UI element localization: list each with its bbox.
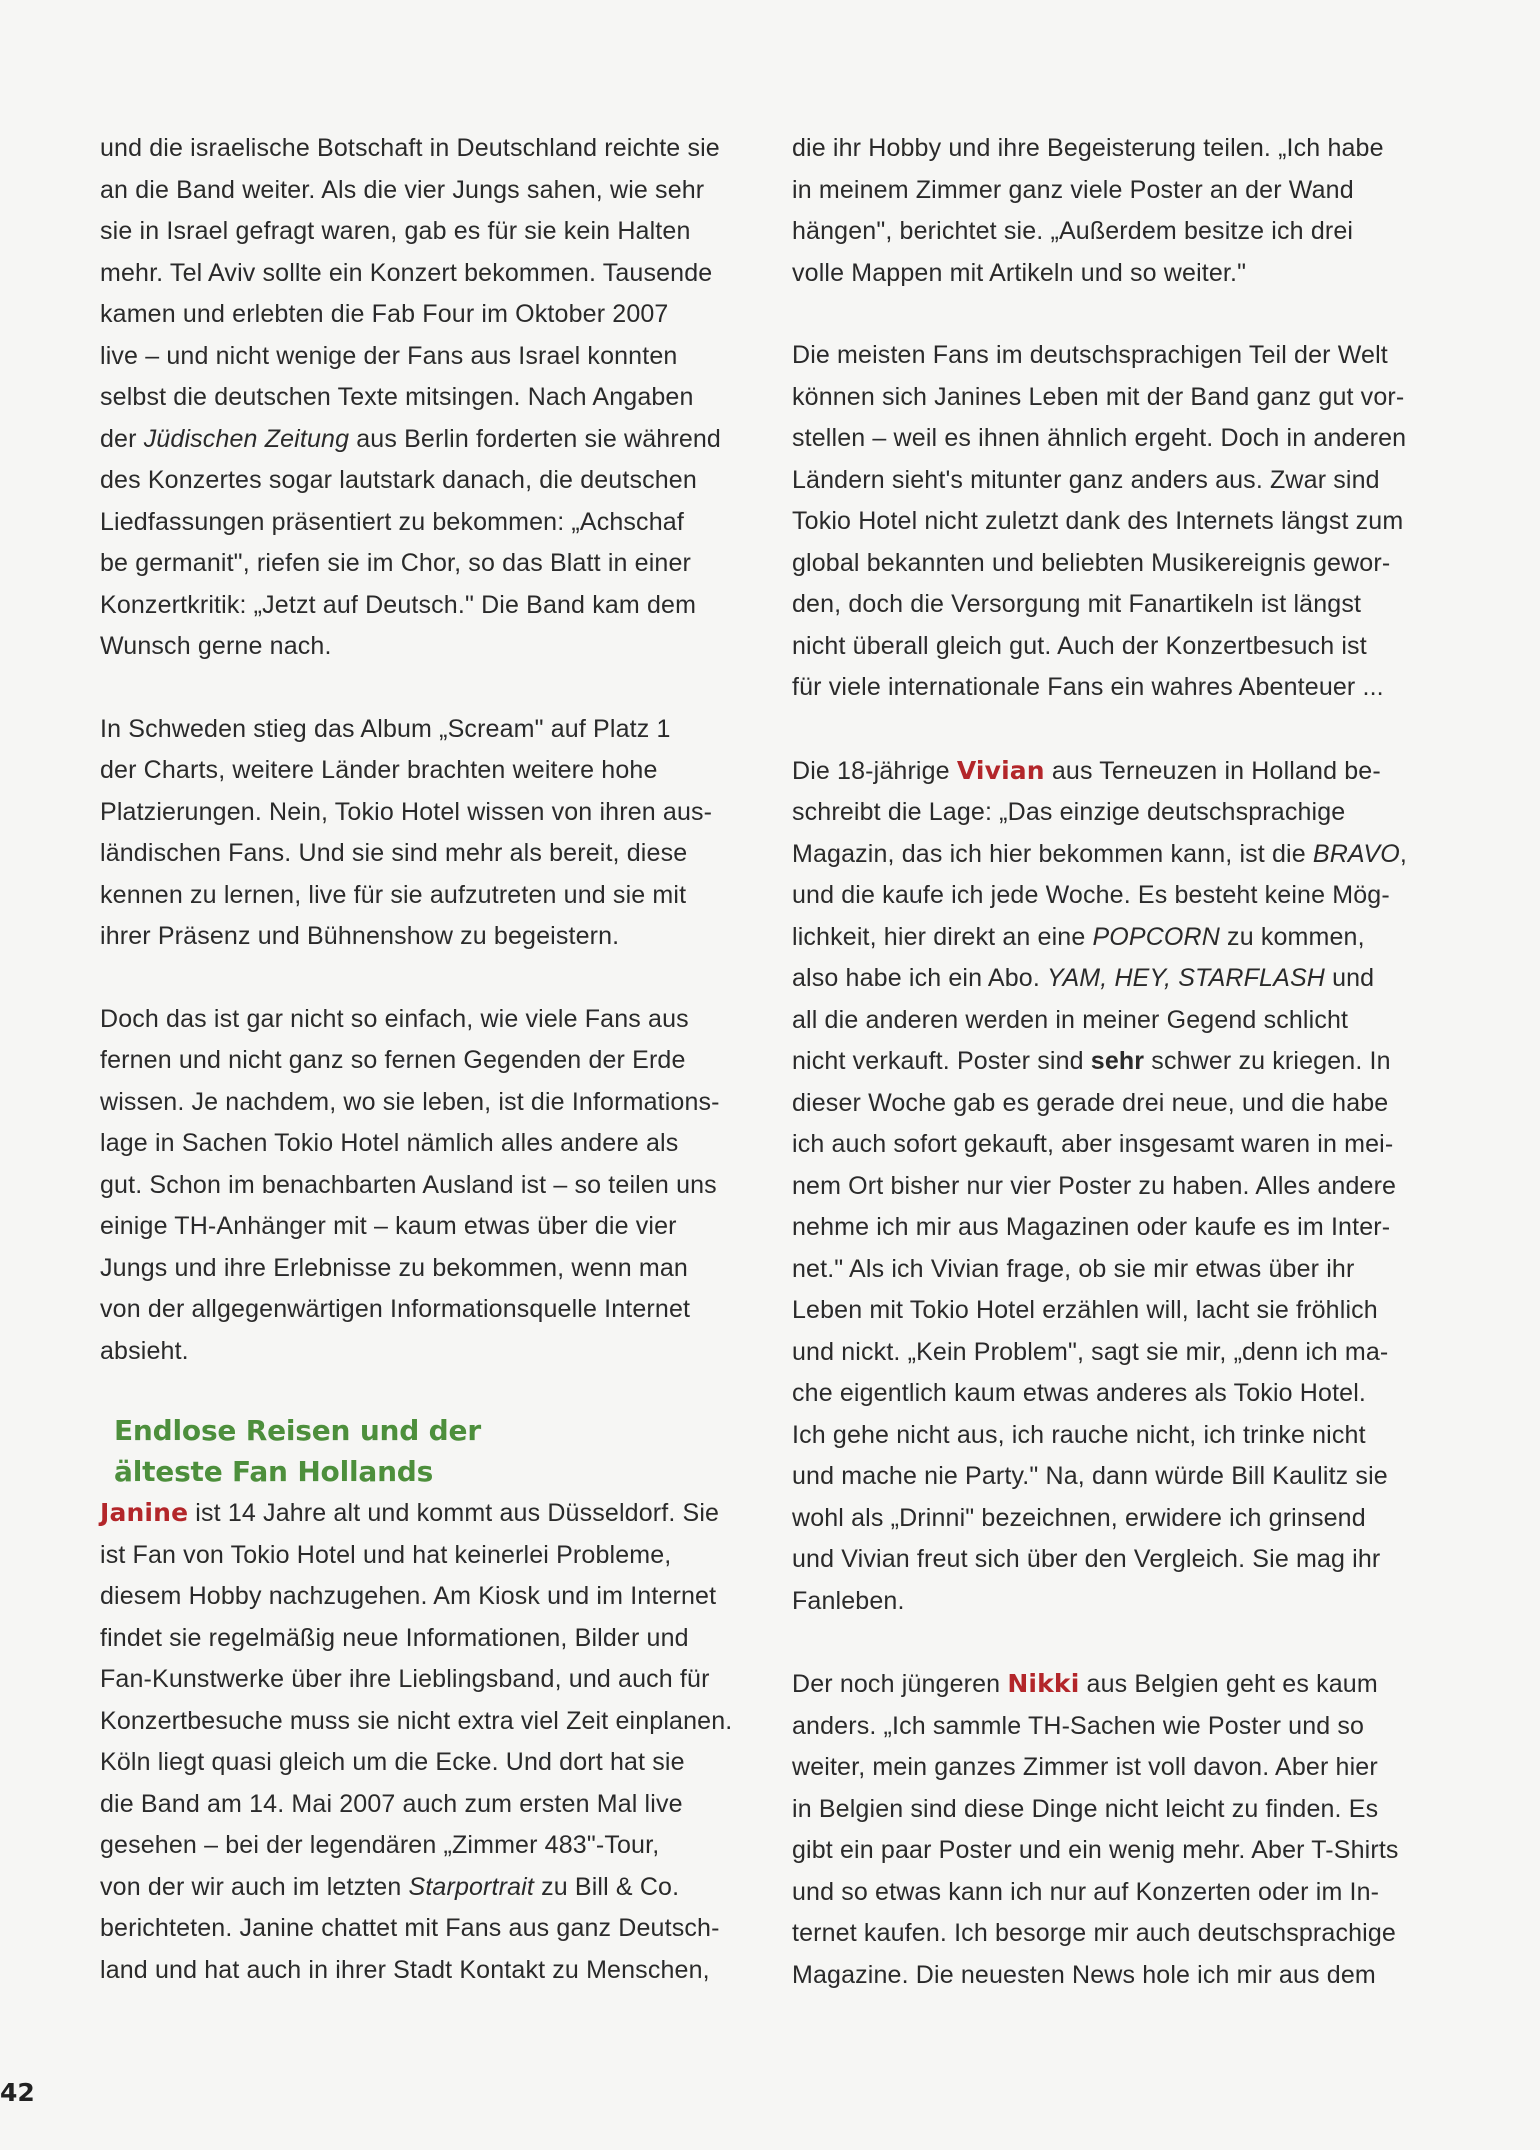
paragraph <box>100 128 760 668</box>
heading-line: älteste Fan Hollands <box>114 1455 434 1488</box>
paragraph <box>100 1492 760 1991</box>
highlighted-name: Vivian <box>956 755 1045 785</box>
paragraph: In Schweden stieg das Album „Scream" auf Platz 1 der Charts, weitere Länder brachten weitere hohe Platzierungen. Nein, Tokio Hotel wissen von ihren aus- ländischen Fans. Und sie sind mehr als bereit, diese kennen zu lernen, live für sie aufzutreten und sie mit ihrer Präsenz und Bühnenshow zu begeistern. <box>100 714 713 950</box>
text-run: ist 14 Jahre alt und kommt aus Düsseldorf. Sie ist Fan von Tokio Hotel und hat keinerlei Probleme, diesem Hobby nachzugehen. Am Kiosk und im Internet findet sie regelmäßig neue Informationen, Bilder und Fan-Kunstwerke über ihre Lieblingsband, und auch für Konzertbesuche muss sie nicht extra viel Zeit einplanen. Köln liegt quasi gleich um die Ecke. Und dort hat sie die Band am 14. Mai 2007 auch zum ersten Mal live gesehen – bei der legendären „Zimmer 483"-Tour, von der wir auch im letzten <box>100 1499 733 1901</box>
highlighted-name: Janine <box>100 1498 189 1527</box>
magazine-title: Starportrait <box>408 1872 534 1901</box>
left-column <box>100 128 760 1991</box>
heading-line: Endlose Reisen und der <box>114 1414 481 1447</box>
text-run: und die israelische Botschaft in Deutschland reichte sie an die Band weiter. Als die vier Jungs sahen, wie sehr sie in Israel gefragt waren, gab es für sie kein Halten mehr. Tel Aviv sollte ein Konzert bekommen. Tausende kamen und erlebten die Fab Four im Oktober 2007 live – und nicht wenige der Fans aus Israel konnten selbst die deutschen Texte mitsingen. Nach Angaben der <box>100 134 720 453</box>
paragraph: Die meisten Fans im deutschsprachigen Teil der Welt können sich Janines Leben mit der Band ganz gut vor- stellen – weil es ihnen ähnlich ergeht. Doch in anderen Ländern sieht's mitunter ganz anders aus. Zwar sind Tokio Hotel nicht zuletzt dank des Internets längst zum global bekannten und beliebten Musikereignis gewor- den, doch die Versorgung mit Fanartikeln ist längst nicht überall gleich gut. Auch der Konzertbesuch ist für viele internationale Fans ein wahres Abenteuer ... <box>792 341 1407 701</box>
text-run: schwer zu kriegen. In dieser Woche gab es gerade drei neue, und die habe ich auch sofort gekauft, aber insgesamt waren in mei- nem Ort bisher nur vier Poster zu haben. Alles andere nehme ich mir aus Magazinen oder kaufe es im Inter- net." Als ich Vivian frage, ob sie mir etwas über ihr Leben mit Tokio Hotel erzählen will, lacht sie fröhlich und nickt. „Kein Problem", sagt sie mir, „denn ich ma- che eigentlich kaum etwas anderes als Tokio Hotel. Ich gehe nicht aus, ich rauche nicht, ich trinke nicht und mache nie Party." Na, dann würde Bill Kaulitz sie wohl als „Drinni" bezeichnen, erwidere ich grinsend und Vivian freut sich über den Vergleich. Sie mag ihr Fanleben. <box>792 1047 1397 1615</box>
text-run: zu Bill & Co. berichteten. Janine chattet mit Fans aus ganz Deutsch- land und hat auch in ihrer Stadt Kontakt zu Menschen, <box>100 1872 720 1984</box>
text-run: zu kommen, also habe ich ein Abo. <box>792 922 1365 992</box>
text-run: Die 18-jährige <box>792 756 957 785</box>
paragraph <box>792 750 1452 1623</box>
magazine-title: BRAVO <box>1312 839 1400 868</box>
text-run: aus Belgien geht es kaum anders. „Ich sammle TH-Sachen wie Poster und so weiter, mein ganzes Zimmer ist voll davon. Aber hier in Belgien sind diese Dinge nicht leicht zu finden. Es gibt ein paar Poster und ein wenig mehr. Aber T-Shirts und so etwas kann ich nur auf Konzerten oder im In- ternet kaufen. Ich besorge mir auch deutschsprachige Magazine. Die neuesten News hole ich mir aus dem <box>792 1670 1399 1989</box>
text-run: Der noch jüngeren <box>792 1670 1008 1698</box>
emphasis: sehr <box>1090 1047 1145 1075</box>
highlighted-name: Nikki <box>1007 1669 1080 1698</box>
paragraph: die ihr Hobby und ihre Begeisterung teilen. „Ich habe in meinem Zimmer ganz viele Poster an der Wand hängen", berichtet sie. „Außerdem besitze ich drei volle Mappen mit Artikeln und so weiter." <box>792 134 1384 287</box>
text-run: aus Berlin forderten sie während des Konzertes sogar lautstark danach, die deutschen Liedfassungen präsentiert zu bekommen: „Achschaf be germanit", riefen sie im Chor, so das Blatt in einer Konzertkritik: „Jetzt auf Deutsch." Die Band kam dem Wunsch gerne nach. <box>100 424 721 660</box>
text-run: und all die anderen werden in meiner Gegend schlicht nicht verkauft. Poster sind <box>792 964 1375 1075</box>
text-run: , und die kaufe ich jede Woche. Es besteht keine Mög- lichkeit, hier direkt an eine <box>792 839 1407 951</box>
magazine-title: YAM, HEY, STARFLASH <box>1047 964 1325 992</box>
newspaper-title: Jüdischen Zeitung <box>143 424 350 453</box>
section-heading <box>114 1410 760 1492</box>
magazine-title: POPCORN <box>1092 922 1220 951</box>
paragraph: Doch das ist gar nicht so einfach, wie viele Fans aus fernen und nicht ganz so fernen Gegenden der Erde wissen. Je nachdem, wo sie leben, ist die Informations- lage in Sachen Tokio Hotel nämlich alles andere als gut. Schon im benachbarten Ausland ist – so teilen uns einige TH-Anhänger mit – kaum etwas über die vier Jungs und ihre Erlebnisse zu bekommen, wenn man von der allgegenwärtigen Informationsquelle Internet absieht. <box>100 1004 720 1365</box>
text-run: aus Terneuzen in Holland be- schreibt die Lage: „Das einzige deutschsprachige Magazin, das ich hier bekommen kann, ist die <box>792 756 1381 868</box>
right-column <box>792 128 1452 2037</box>
paragraph <box>792 1663 1452 1996</box>
page-number: 42 <box>0 2078 35 2107</box>
